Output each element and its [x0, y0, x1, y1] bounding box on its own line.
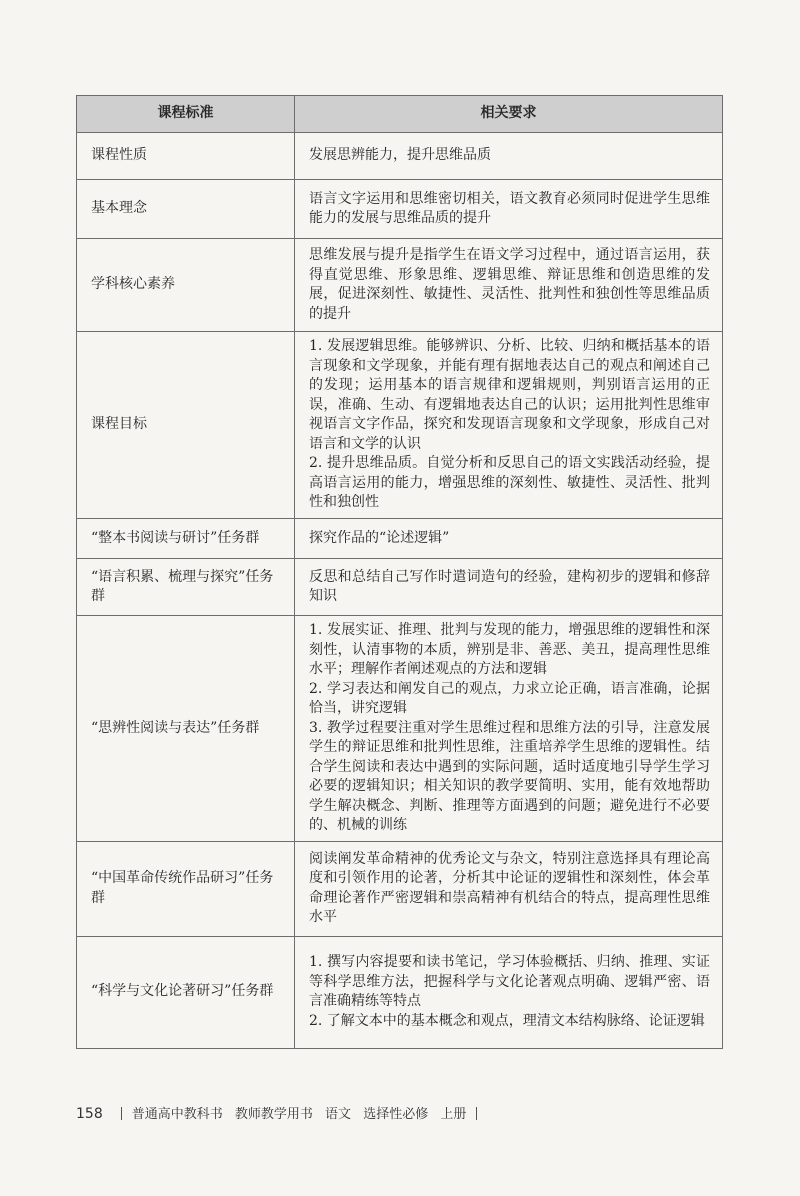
table-row — [77, 332, 723, 519]
standard-cell: 学科核心素养 — [77, 239, 295, 332]
standard-cell: “整本书阅读与研讨”任务群 — [77, 519, 295, 559]
footer-book-name: 普通高中教科书 — [131, 1107, 223, 1122]
page-footer — [76, 1103, 483, 1122]
standard-cell: 课程性质 — [77, 133, 295, 180]
table-row — [77, 180, 723, 239]
requirement-item: 2. 提升思维品质。自觉分析和反思自己的语文实践活动经验，提高语言运用的能力，增强思维的深刻性、敏捷性、灵活性、批判性和独创性 — [309, 455, 710, 511]
table-row — [77, 616, 723, 842]
requirement-cell — [295, 616, 723, 842]
standard-cell: “语言积累、梳理与探究”任务群 — [77, 559, 295, 616]
requirement-text: 语言文字运用和思维密切相关，语文教育必须同时促进学生思维能力的发展与思维品质的提升 — [309, 190, 710, 226]
header-related-requirements: 相关要求 — [295, 96, 723, 133]
table-row — [77, 559, 723, 616]
header-curriculum-standard: 课程标准 — [77, 96, 295, 133]
footer-volume: 选择性必修 — [363, 1107, 429, 1122]
footer-divider — [121, 1107, 122, 1120]
requirement-cell — [295, 239, 723, 332]
table-row — [77, 239, 723, 332]
requirement-cell — [295, 559, 723, 616]
table-row — [77, 936, 723, 1048]
requirement-item: 1. 发展实证、推理、批判与发现的能力，增强思维的逻辑性和深刻性，认清事物的本质，辨别是非、善恶、美丑，提高理性思维水平；理解作者阐述观点的方法和逻辑 — [309, 622, 710, 677]
footer-subject: 语文 — [325, 1107, 352, 1122]
footer-divider — [476, 1107, 477, 1120]
table-row — [77, 133, 723, 180]
requirement-cell — [295, 519, 723, 559]
requirement-cell — [295, 180, 723, 239]
requirement-text: 反思和总结自己写作时遣词造句的经验，建构初步的逻辑和修辞知识 — [309, 568, 710, 604]
footer-part: 上册 — [440, 1107, 467, 1122]
curriculum-requirements-table — [76, 95, 723, 1049]
requirement-cell — [295, 936, 723, 1048]
requirement-cell — [295, 841, 723, 936]
requirement-item: 1. 发展逻辑思维。能够辨识、分析、比较、归纳和概括基本的语言现象和文学现象，并能有理有据地表达自己的观点和阐述自己的发现；运用基本的语言规律和逻辑规则，判别语言运用的正误，准确、生动、有逻辑地表达自己的认识；运用批判性思维审视语言文字作品，探究和发现语言现象和文学现象，形成自己对语言和文学的认识 — [309, 338, 710, 452]
requirement-cell — [295, 133, 723, 180]
requirement-item: 2. 学习表达和阐发自己的观点，力求立论正确，语言准确，论据恰当，讲究逻辑 — [309, 680, 710, 716]
requirement-text: 阅读阐发革命精神的优秀论文与杂文，特别注意选择具有理论高度和引领作用的论著，分析其中论证的逻辑性和深刻性，体会革命理论著作严密逻辑和崇高精神有机结合的特点，提高理性思维水平 — [309, 850, 710, 925]
standard-cell: “中国革命传统作品研习”任务群 — [77, 841, 295, 936]
requirement-cell — [295, 332, 723, 519]
requirement-item: 2. 了解文本中的基本概念和观点，理清文本结构脉络、论证逻辑 — [309, 1012, 705, 1029]
table-row — [77, 519, 723, 559]
requirement-item: 1. 撰写内容提要和读书笔记，学习体验概括、归纳、推理、实证等科学思维方法，把握科学与文化论著观点明确、逻辑严密、语言准确精练等特点 — [309, 954, 710, 1009]
standard-cell: 基本理念 — [77, 180, 295, 239]
table-row — [77, 841, 723, 936]
standard-cell: “思辨性阅读与表达”任务群 — [77, 616, 295, 842]
standard-cell: 课程目标 — [77, 332, 295, 519]
standard-cell: “科学与文化论著研习”任务群 — [77, 936, 295, 1048]
requirement-text: 探究作品的“论述逻辑” — [309, 529, 450, 546]
footer-book-type: 教师教学用书 — [234, 1107, 313, 1122]
requirement-item: 3. 教学过程要注重对学生思维过程和思维方法的引导，注意发展学生的辩证思维和批判性思维，注重培养学生思维的逻辑性。结合学生阅读和表达中遇到的实际问题，适时适度地引导学生学习必要的逻辑知识；相关知识的教学要简明、实用，能有效地帮助学生解决概念、判断、推理等方面遇到的问题；避免进行不必要的、机械的训练 — [309, 719, 710, 833]
requirement-text: 思维发展与提升是指学生在语文学习过程中，通过语言运用，获得直觉思维、形象思维、逻辑思维、辩证思维和创造思维的发展，促进深刻性、敏捷性、灵活性、批判性和独创性等思维品质的提升 — [309, 247, 710, 322]
table-header-row — [77, 96, 723, 133]
requirement-text: 发展思辨能力，提升思维品质 — [309, 147, 491, 164]
page-number: 158 — [76, 1106, 103, 1122]
